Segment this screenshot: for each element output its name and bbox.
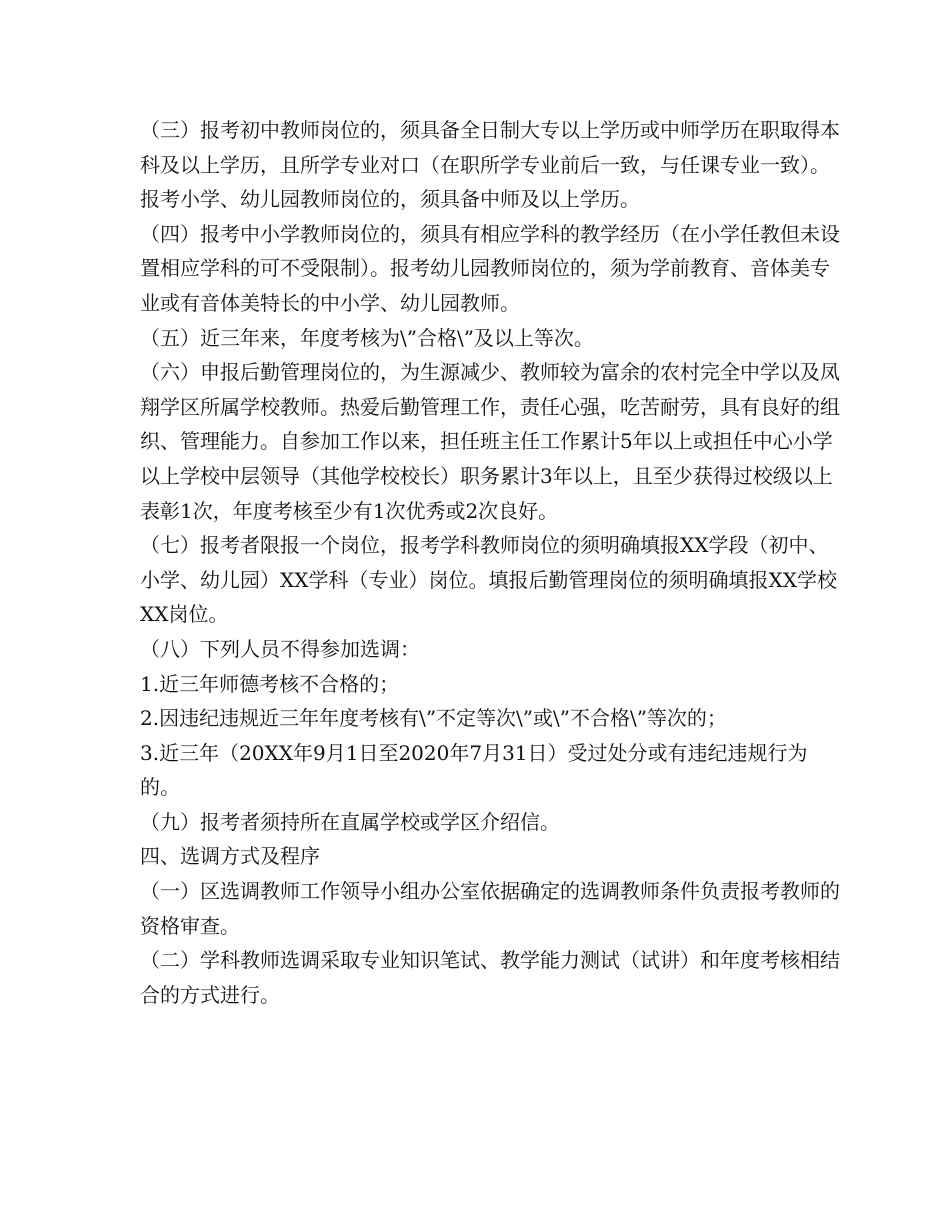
paragraph-5: （五）近三年来，年度考核为\”合格\”及以上等次。 <box>140 325 594 350</box>
document-body <box>140 113 840 1012</box>
paragraph-6: （六）申报后勤管理岗位的，为生源减少、教师较为富余的农村完全中学以及凤翔学区所属学校教师。热爱后勤管理工作，责任心强，吃苦耐劳，具有良好的组织、管理能力。自参加工作以来，担任班主任工作累计5年以上或担任中心小学以上学校中层领导（其他学校校长）职务累计3年以上，且至少获得过校级以上表彰1次，年度考核至少有1次优秀或2次良好。 <box>140 360 840 523</box>
section-heading: 四、选调方式及程序 <box>140 844 320 869</box>
procedure-1: （一）区选调教师工作领导小组办公室依据确定的选调教师条件负责报考教师的资格审查。 <box>140 879 840 938</box>
list-item-1: 1.近三年师德考核不合格的； <box>140 671 400 696</box>
paragraph-3: （三）报考初中教师岗位的，须具备全日制大专以上学历或中师学历在职取得本科及以上学历，且所学专业对口（在职所学专业前后一致，与任课专业一致）。报考小学、幼儿园教师岗位的，须具备中师及以上学历。 <box>140 118 840 212</box>
procedure-2: （二）学科教师选调采取专业知识笔试、教学能力测试（试讲）和年度考核相结合的方式进行。 <box>140 948 840 1007</box>
paragraph-4: （四）报考中小学教师岗位的，须具有相应学科的教学经历（在小学任教但未设置相应学科的可不受限制）。报考幼儿园教师岗位的，须为学前教育、音体美专业或有音体美特长的中小学、幼儿园教师。 <box>140 221 840 315</box>
list-item-3: 3.近三年（20XX年9月1日至2020年7月31日）受过处分或有违纪违规行为的。 <box>140 740 808 800</box>
list-item-2: 2.因违纪违规近三年年度考核有\”不定等次\”或\”不合格\”等次的； <box>140 706 727 731</box>
paragraph-8: （八）下列人员不得参加选调： <box>140 636 420 661</box>
paragraph-9: （九）报考者须持所在直属学校或学区介绍信。 <box>140 809 560 834</box>
paragraph-7: （七）报考者限报一个岗位，报考学科教师岗位的须明确填报XX学段（初中、小学、幼儿园）XX学科（专业）岗位。填报后勤管理岗位的须明确填报XX学校XX岗位。 <box>140 533 837 627</box>
